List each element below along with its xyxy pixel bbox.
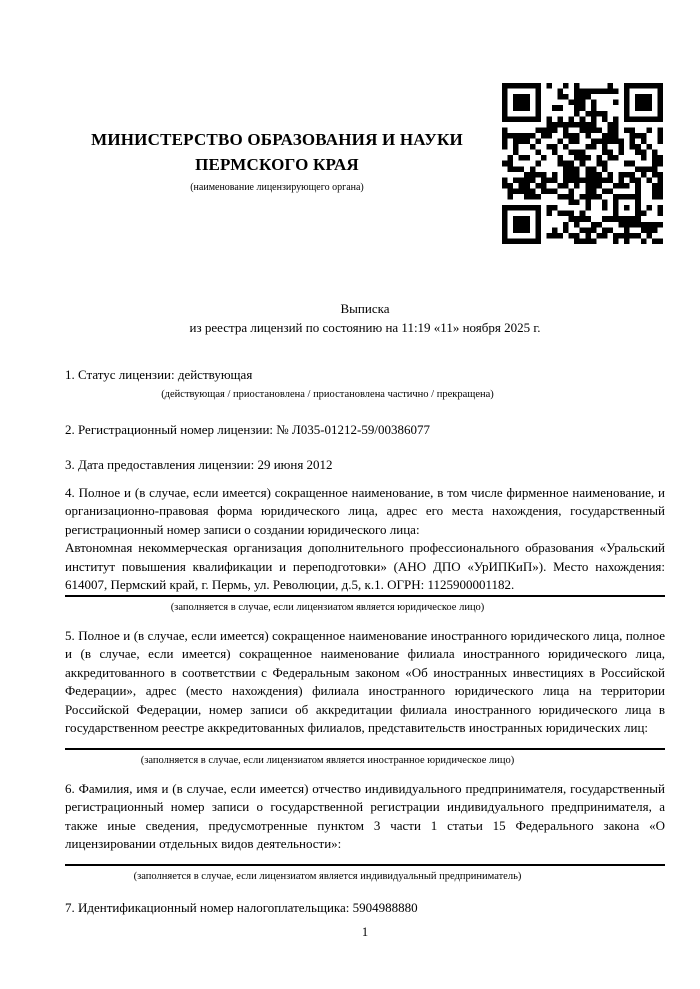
extract-subtitle: из реестра лицензий по состоянию на 11:19 «11» ноября 2025 г. xyxy=(189,319,541,335)
item-6-caption: (заполняется в случае, если лицензиатом является индивидуальный предприниматель) xyxy=(133,870,522,882)
item-4-caption: (заполняется в случае, если лицензиатом является юридическое лицо) xyxy=(170,601,485,613)
ministry-name-line2: ПЕРМСКОГО КРАЯ xyxy=(195,155,359,174)
document-body xyxy=(65,366,665,917)
qr-code xyxy=(502,83,663,244)
ministry-header xyxy=(65,127,489,194)
ministry-name-line1: МИНИСТЕРСТВО ОБРАЗОВАНИЯ И НАУКИ xyxy=(91,130,463,149)
item-1-license-status: 1. Статус лицензии: действующая xyxy=(65,367,253,382)
item-3-grant-date: 3. Дата предоставления лицензии: 29 июня 2012 xyxy=(65,457,333,472)
item-5-foreign-entity-heading: 5. Полное и (в случае, если имеется) сокращенное наименование иностранного юридического лица, полное и (в случае, если имеется) сокращенное наименование филиала иностранного юридического лица, аккредитованного в соответствии с Федеральным законом «Об иностранных инвестициях в Российской Федерации», адрес (место нахождения) филиала иностранного юридического лица на территории Российской Федерации, номер записи об аккредитации филиала иностранного юридического лица в государственном реестре аккредитованных филиалов, представительств иностранных юридических лиц: xyxy=(65,627,665,735)
item-2-registration-number: 2. Регистрационный номер лицензии: № Л035-01212-59/00386077 xyxy=(65,421,431,437)
ministry-caption: (наименование лицензирующего органа) xyxy=(190,182,364,193)
item-6-entrepreneur-heading: 6. Фамилия, имя и (в случае, если имеется) отчество индивидуального предпринимателя, государственный регистрационный номер записи о государственной регистрации индивидуального предпринимателя, а также иные сведения, предусмотренные пунктом 3 части 1 статьи 15 Федерального закона «О лицензировании отдельных видов деятельности»: xyxy=(65,780,665,851)
item-7-taxpayer-number: 7. Идентификационный номер налогоплательщика: 5904988880 xyxy=(65,899,418,915)
item-4-fill-line xyxy=(65,595,665,597)
ministry-name xyxy=(65,127,489,177)
item-5-caption: (заполняется в случае, если лицензиатом является иностранное юридическое лицо) xyxy=(140,754,515,766)
page-number: 1 xyxy=(361,925,369,939)
item-5-fill-line xyxy=(65,748,665,750)
item-1-status-options-note: (действующая / приостановлена / приостановлена частично / прекращена) xyxy=(161,388,494,400)
item-4-legal-entity-value: Автономная некоммерческая организация дополнительного профессионального образования «Уральский институт повышения квалификации и переподготовки» (АНО ДПО «УрИПКиП»). Место нахождения: 614007, Пермский край, г. Пермь, ул. Революции, д.5, к.1. ОГРН: 1125900001182. xyxy=(65,540,665,592)
item-6-fill-line xyxy=(65,864,665,866)
extract-title-block xyxy=(65,300,665,337)
item-4-legal-entity-heading: 4. Полное и (в случае, если имеется) сокращенное наименование, в том числе фирменное наименование, и организационно-правовая форма юридического лица, адрес его места нахождения, государственный регистрационный номер записи о создании юридического лица: xyxy=(65,484,665,537)
extract-title: Выписка xyxy=(340,301,390,316)
